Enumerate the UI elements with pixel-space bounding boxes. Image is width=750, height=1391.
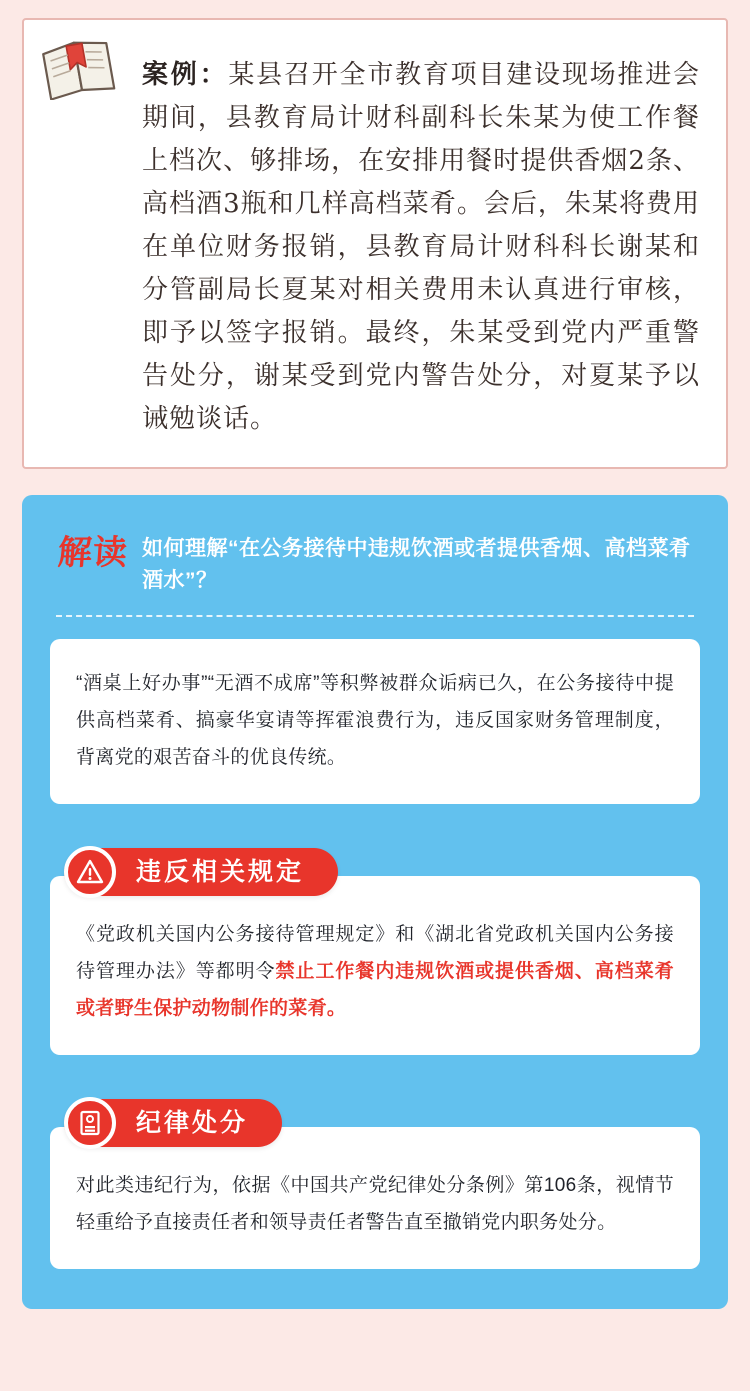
section-discipline — [50, 1097, 700, 1269]
panel-header — [50, 529, 700, 597]
panel-title: 如何理解“在公务接待中违规饮酒或者提供香烟、高档菜肴酒水”？ — [142, 537, 691, 592]
warning-exclamation-icon — [64, 846, 116, 898]
violation-text-before: 《党政机关国内公务接待管理规定》和《湖北省党政机关国内公务接待管理办法》等都明令 — [76, 924, 674, 982]
open-book-icon — [40, 34, 120, 100]
section-title-violation: 违反相关规定 — [136, 858, 305, 886]
case-label: 案例： — [142, 60, 229, 90]
section-header-violation — [64, 846, 700, 898]
section-title-discipline: 纪律处分 — [136, 1109, 249, 1137]
violation-text-highlight: 禁止工作餐内违规饮酒或提供香烟、高档菜肴或者野生保护动物制作的菜肴。 — [76, 961, 674, 1019]
case-card — [22, 18, 728, 469]
section-body-violation — [50, 876, 700, 1055]
panel-intro-card: “酒桌上好办事”“无酒不成席”等积弊被群众诟病已久，在公务接待中提供高档菜肴、搞豪华宴请等挥霍浪费行为，违反国家财务管理制度，背离党的艰苦奋斗的优良传统。 — [50, 639, 700, 804]
case-body: 某县召开全市教育项目建设现场推进会期间，县教育局计财科副科长朱某为使工作餐上档次、够排场，在安排用餐时提供香烟2条、高档酒3瓶和几样高档菜肴。会后，朱某将费用在单位财务报销，县教育局计财科科长谢某和分管副局长夏某对相关费用未认真进行审核，即予以签字报销。最终，朱某受到党内严重警告处分，谢某受到党内警告处分，对夏某予以诫勉谈话。 — [142, 60, 700, 434]
interpretation-panel — [22, 495, 728, 1309]
panel-badge-label: 解读 — [56, 533, 130, 573]
discipline-text: 对此类违纪行为，依据《中国共产党纪律处分条例》第106条，视情节轻重给予直接责任者和领导责任者警告直至撤销党内职务处分。 — [76, 1175, 674, 1233]
section-header-discipline — [64, 1097, 700, 1149]
document-stamp-icon — [64, 1097, 116, 1149]
section-violation — [50, 846, 700, 1055]
dashed-divider — [56, 615, 694, 617]
case-text — [50, 54, 700, 441]
